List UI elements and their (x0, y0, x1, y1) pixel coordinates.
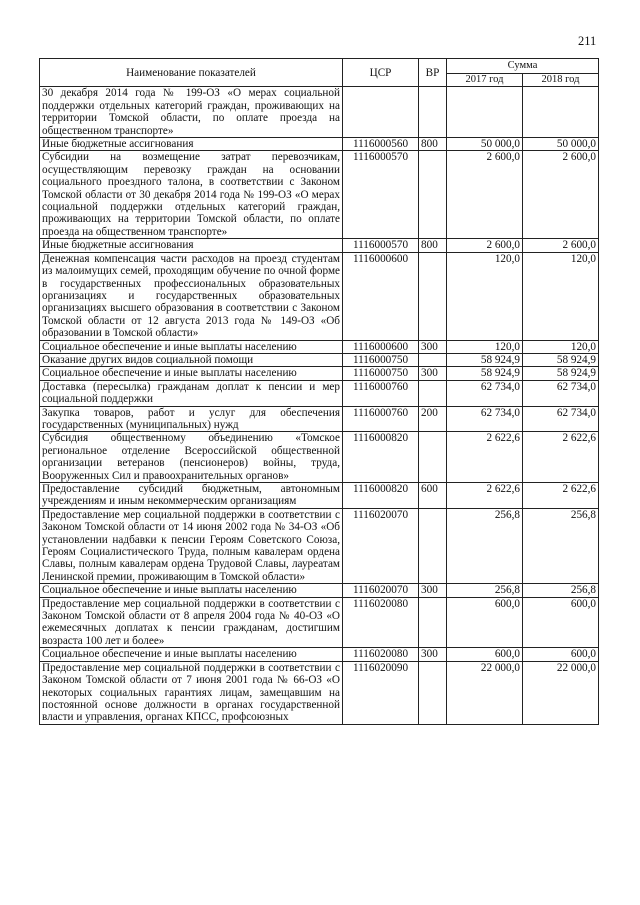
table-row (40, 432, 599, 483)
row-name-cell: Доставка (пересылка) гражданам доплат к пенсии и мер социальной поддержки (40, 380, 343, 406)
table-row (40, 340, 599, 353)
row-vr-cell (419, 597, 447, 648)
table-row (40, 597, 599, 648)
header-sum: Сумма (447, 59, 599, 74)
row-2017-cell: 62 734,0 (447, 380, 523, 406)
row-vr-cell: 600 (419, 483, 447, 509)
row-2017-cell: 120,0 (447, 340, 523, 353)
row-csr-cell: 1116000560 (343, 138, 419, 151)
table-row (40, 483, 599, 509)
header-2018: 2018 год (523, 74, 599, 87)
row-2017-cell: 600,0 (447, 648, 523, 661)
row-name-cell: Социальное обеспечение и иные выплаты населению (40, 648, 343, 661)
row-2018-cell: 2 600,0 (523, 151, 599, 239)
header-vr: ВР (419, 59, 447, 87)
row-name-cell: Иные бюджетные ассигнования (40, 239, 343, 252)
row-2018-cell: 2 600,0 (523, 239, 599, 252)
row-2017-cell: 2 600,0 (447, 151, 523, 239)
table-row (40, 353, 599, 366)
row-vr-cell (419, 87, 447, 138)
row-name-cell: 30 декабря 2014 года № 199-ОЗ «О мерах социальной поддержки отдельных категорий граждан, проживающих на территории Томской области, по оплате проезда на общественном транспорте» (40, 87, 343, 138)
row-2018-cell: 600,0 (523, 648, 599, 661)
row-name-cell: Предоставление мер социальной поддержки в соответствии с Законом Томской области от 8 апреля 2004 года № 40-ОЗ «О ежемесячных доплатах к пенсии гражданам, достигшим возраста 100 лет и более» (40, 597, 343, 648)
row-2018-cell: 120,0 (523, 252, 599, 340)
row-csr-cell: 1116020080 (343, 597, 419, 648)
table-row (40, 367, 599, 380)
row-2018-cell: 2 622,6 (523, 432, 599, 483)
row-vr-cell (419, 151, 447, 239)
row-name-cell: Закупка товаров, работ и услуг для обеспечения государственных (муниципальных) нужд (40, 406, 343, 432)
row-name-cell: Иные бюджетные ассигнования (40, 138, 343, 151)
row-name-cell: Социальное обеспечение и иные выплаты населению (40, 340, 343, 353)
table-row (40, 252, 599, 340)
row-2017-cell: 62 734,0 (447, 406, 523, 432)
row-2017-cell: 256,8 (447, 508, 523, 583)
row-2018-cell: 62 734,0 (523, 380, 599, 406)
row-csr-cell: 1116000570 (343, 151, 419, 239)
table-row (40, 648, 599, 661)
table-row (40, 584, 599, 597)
row-2018-cell: 58 924,9 (523, 367, 599, 380)
row-vr-cell (419, 508, 447, 583)
row-csr-cell: 1116000750 (343, 353, 419, 366)
table-row (40, 87, 599, 138)
row-csr-cell: 1116020070 (343, 584, 419, 597)
row-2018-cell: 22 000,0 (523, 661, 599, 724)
row-vr-cell (419, 353, 447, 366)
header-csr: ЦСР (343, 59, 419, 87)
row-2018-cell (523, 87, 599, 138)
table-row (40, 508, 599, 583)
row-name-cell: Предоставление мер социальной поддержки в соответствии с Законом Томской области от 7 июня 2001 года № 66-ОЗ «О некоторых социальных гарантиях лицам, замещавшим на постоянной основе должности в органах государственной власти и управления, органах КПСС, профсоюзных (40, 661, 343, 724)
row-2017-cell (447, 87, 523, 138)
row-2017-cell: 600,0 (447, 597, 523, 648)
row-2018-cell: 600,0 (523, 597, 599, 648)
header-2017: 2017 год (447, 74, 523, 87)
table-row (40, 138, 599, 151)
row-name-cell: Предоставление мер социальной поддержки в соответствии с Законом Томской области от 14 июня 2002 года № 34-ОЗ «Об установлении надбавки к пенсии Героям Советского Союза, Героям Социалистического Труда, полным кавалерам ордена Славы, полным кавалерам ордена Трудовой Славы, лауреатам Ленинской премии, проживающим в Томской области» (40, 508, 343, 583)
row-vr-cell (419, 380, 447, 406)
row-name-cell: Субсидии на возмещение затрат перевозчикам, осуществляющим перевозку граждан на основании социального проездного талона, в соответствии с Законом Томской области от 30 декабря 2014 года № 199-ОЗ «О мерах социальной поддержки отдельных категорий граждан, проживающих на территории Томской области, по оплате проезда на общественном транспорте» (40, 151, 343, 239)
row-csr-cell: 1116020080 (343, 648, 419, 661)
row-vr-cell: 300 (419, 648, 447, 661)
row-csr-cell: 1116000600 (343, 252, 419, 340)
row-vr-cell (419, 432, 447, 483)
row-2017-cell: 2 600,0 (447, 239, 523, 252)
row-csr-cell: 1116000760 (343, 380, 419, 406)
row-2017-cell: 256,8 (447, 584, 523, 597)
row-2018-cell: 120,0 (523, 340, 599, 353)
row-2018-cell: 256,8 (523, 584, 599, 597)
row-vr-cell: 300 (419, 367, 447, 380)
row-vr-cell: 200 (419, 406, 447, 432)
row-2017-cell: 120,0 (447, 252, 523, 340)
row-csr-cell: 1116000600 (343, 340, 419, 353)
table-row (40, 151, 599, 239)
row-csr-cell (343, 87, 419, 138)
row-2017-cell: 58 924,9 (447, 367, 523, 380)
row-name-cell: Оказание других видов социальной помощи (40, 353, 343, 366)
budget-table (39, 58, 599, 725)
row-name-cell: Социальное обеспечение и иные выплаты населению (40, 584, 343, 597)
row-csr-cell: 1116000570 (343, 239, 419, 252)
row-csr-cell: 1116020090 (343, 661, 419, 724)
table-body (40, 87, 599, 724)
table-row (40, 406, 599, 432)
row-name-cell: Социальное обеспечение и иные выплаты населению (40, 367, 343, 380)
row-vr-cell: 800 (419, 138, 447, 151)
row-2018-cell: 50 000,0 (523, 138, 599, 151)
row-name-cell: Предоставление субсидий бюджетным, автономным учреждениям и иным некоммерческим организациям (40, 483, 343, 509)
row-csr-cell: 1116000820 (343, 483, 419, 509)
row-vr-cell (419, 252, 447, 340)
row-2017-cell: 2 622,6 (447, 432, 523, 483)
header-name: Наименование показателей (40, 59, 343, 87)
row-csr-cell: 1116000820 (343, 432, 419, 483)
table-row (40, 661, 599, 724)
row-2018-cell: 256,8 (523, 508, 599, 583)
row-csr-cell: 1116000760 (343, 406, 419, 432)
row-vr-cell: 300 (419, 584, 447, 597)
row-2018-cell: 58 924,9 (523, 353, 599, 366)
row-2017-cell: 50 000,0 (447, 138, 523, 151)
row-2017-cell: 2 622,6 (447, 483, 523, 509)
row-name-cell: Субсидия общественному объединению «Томское региональное отделение Всероссийской общественной организации ветеранов (пенсионеров) войны, труда, Вооруженных Сил и правоохранительных органов» (40, 432, 343, 483)
row-name-cell: Денежная компенсация части расходов на проезд студентам из малоимущих семей, проходящим обучение по очной форме в государственных профессиональных образовательных организациях и государственных образовательных организациях высшего образования в соответствии с Законом Томской области от 12 августа 2013 года № 149-ОЗ «Об образовании в Томской области» (40, 252, 343, 340)
row-vr-cell (419, 661, 447, 724)
page-number: 211 (578, 34, 597, 48)
row-2018-cell: 62 734,0 (523, 406, 599, 432)
row-2017-cell: 22 000,0 (447, 661, 523, 724)
row-vr-cell: 800 (419, 239, 447, 252)
row-2018-cell: 2 622,6 (523, 483, 599, 509)
table-row (40, 380, 599, 406)
row-csr-cell: 1116000750 (343, 367, 419, 380)
row-csr-cell: 1116020070 (343, 508, 419, 583)
row-vr-cell: 300 (419, 340, 447, 353)
row-2017-cell: 58 924,9 (447, 353, 523, 366)
table-row (40, 239, 599, 252)
